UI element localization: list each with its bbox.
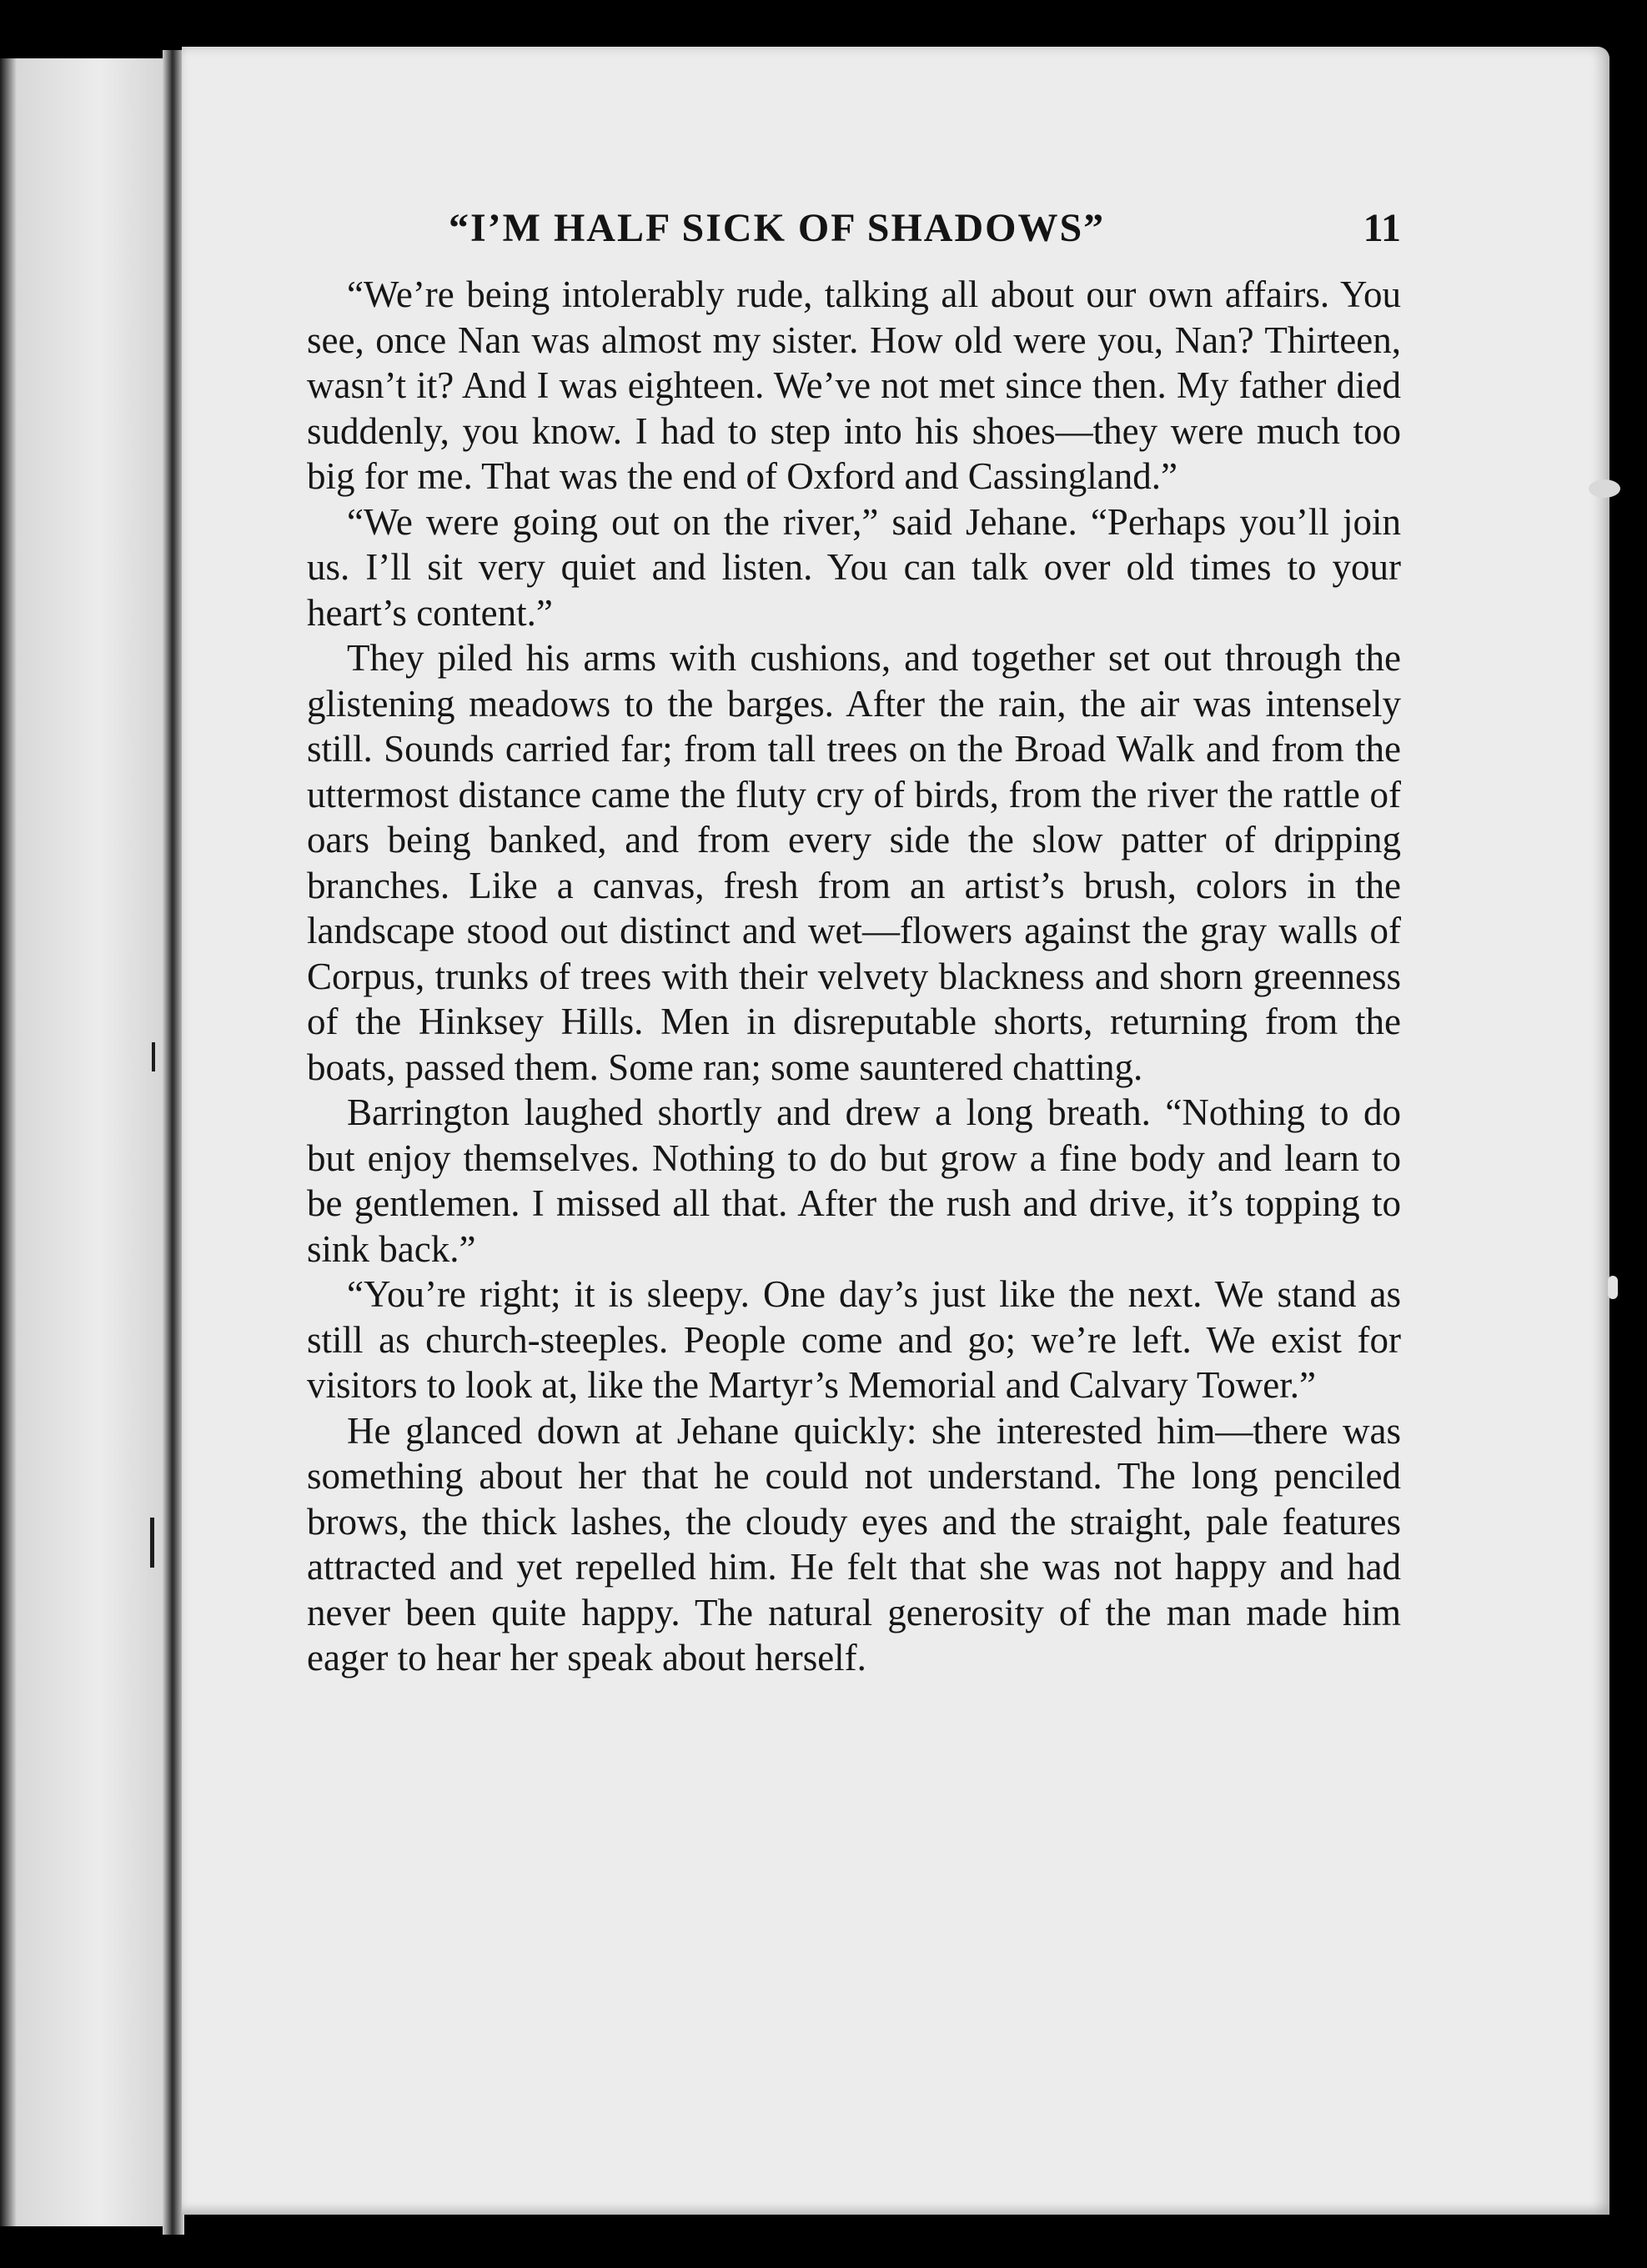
running-title: “I’M HALF SICK OF SHADOWS”: [449, 206, 1106, 250]
body-text: [307, 272, 1401, 1681]
scan-speck: [1608, 1276, 1618, 1299]
paragraph: “We’re being intolerably rude, talking all about our own affairs. You see, once Nan was almost my sister. How old were you, Nan? Thirteen, wasn’t it? And I was eighteen. We’ve not met since then. My father died suddenly, you know. I had to step into his shoes—they were much too big for me. That was the end of Oxford and Cassingland.”: [307, 273, 1401, 497]
book-page: [182, 47, 1609, 2215]
paragraph: Barrington laughed shortly and drew a long breath. “Nothing to do but enjoy themselves. Nothing to do but grow a fine body and learn to be gentlemen. I missed all that. After the rush and drive, it’s topping to sink back.”: [307, 1091, 1401, 1270]
left-page-edge: [0, 58, 179, 2226]
paragraph: “We were going out on the river,” said Jehane. “Perhaps you’ll join us. I’ll sit very quiet and listen. You can talk over old times to your heart’s content.”: [307, 500, 1401, 634]
page-number: 11: [1363, 206, 1401, 250]
paragraph: They piled his arms with cushions, and together set out through the glistening meadows to the barges. After the rain, the air was intensely still. Sounds carried far; from tall trees on the Broad Walk and from the uttermost distance came the fluty cry of birds, from the river the rattle of oars being banked, and from every side the slow patter of dripping branches. Like a canvas, fresh from an artist’s brush, colors in the landscape stood out distinct and wet—flowers against the gray walls of Corpus, trunks of trees with their velvety blackness and shorn greenness of the Hinksey Hills. Men in disreputable shorts, returning from the boats, passed them. Some ran; some sauntered chatting.: [307, 637, 1401, 1088]
page-content: [307, 205, 1401, 1681]
gutter-mark: [150, 1518, 154, 1568]
scan-speck: [1589, 479, 1620, 498]
paragraph: “You’re right; it is sleepy. One day’s just like the next. We stand as still as church-steeples. People come and go; we’re left. We exist for visitors to look at, like the Martyr’s Memorial and Calvary Tower.”: [307, 1273, 1401, 1406]
running-head: [307, 205, 1401, 272]
gutter-mark: [152, 1042, 155, 1071]
paragraph: He glanced down at Jehane quickly: she interested him—there was something about her that he could not understand. The long penciled brows, the thick lashes, the cloudy eyes and the straight, pale features attracted and yet repelled him. He felt that she was not happy and had never been quite happy. The natural generosity of the man made him eager to hear her speak about herself.: [307, 1409, 1401, 1678]
